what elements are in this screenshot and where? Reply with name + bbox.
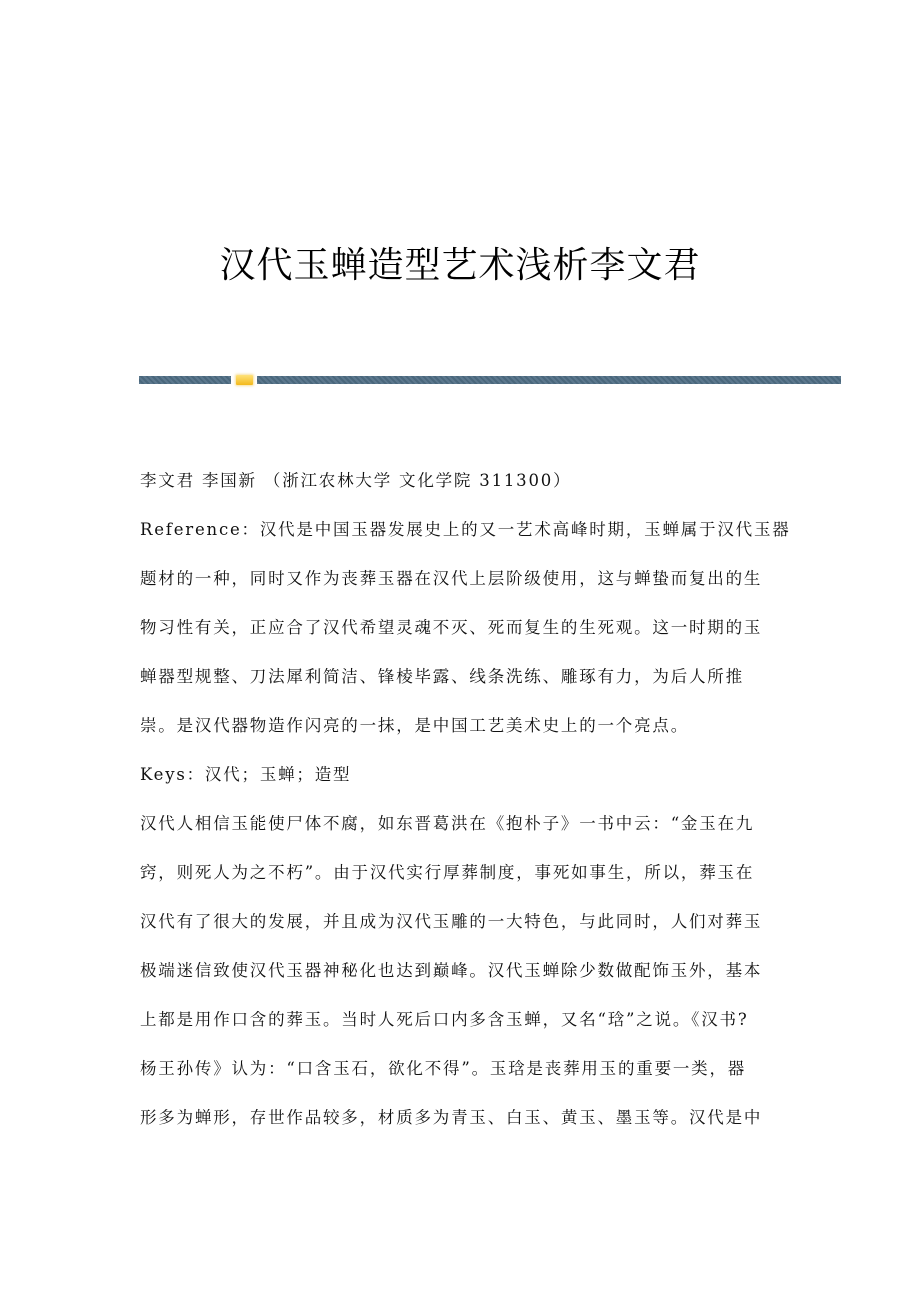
divider-bar-right [257,376,841,384]
document-title: 汉代玉蝉造型艺术浅析李文君 [219,245,701,287]
author-affiliation: 李文君 李国新 （浙江农林大学 文化学院 311300） [140,471,572,490]
abstract [140,515,791,760]
body-paragraph [140,809,785,1152]
abstract-line: 蝉器型规整、刀法犀利简洁、锋棱毕露、线条洗练、雕琢有力，为后人所推 [140,667,744,686]
body-line: 形多为蝉形，存世作品较多，材质多为青玉、白玉、黄玉、墨玉等。汉代是中 [140,1108,763,1127]
abstract-line: 题材的一种，同时又作为丧葬玉器在汉代上层阶级使用，这与蝉蛰而复出的生 [140,569,763,588]
body-line: 杨王孙传》认为：“口含玉石，欲化不得”。玉琀是丧葬用玉的重要一类，器 [140,1059,747,1078]
body-line: 极端迷信致使汉代玉器神秘化也达到巅峰。汉代玉蝉除少数做配饰玉外，基本 [140,961,763,980]
body-line: 汉代人相信玉能使尸体不腐，如东晋葛洪在《抱朴子》一书中云：“金玉在九 [140,814,755,833]
divider-bar-left [139,376,231,384]
keywords: Keys：汉代；玉蝉；造型 [140,765,352,784]
abstract-line: 物习性有关，正应合了汉代希望灵魂不灭、死而复生的生死观。这一时期的玉 [140,618,763,637]
title-divider [139,375,841,385]
divider-ornament-icon [236,375,253,385]
body-line: 窍，则死人为之不朽”。由于汉代实行厚葬制度，事死如事生，所以，葬玉在 [140,863,755,882]
body-line: 上都是用作口含的葬玉。当时人死后口内多含玉蝉，又名“琀”之说。《汉书? [140,1010,749,1029]
body-line: 汉代有了很大的发展，并且成为汉代玉雕的一大特色，与此同时，人们对葬玉 [140,912,763,931]
document-body [140,466,791,1152]
abstract-line: Reference：汉代是中国玉器发展史上的又一艺术高峰时期，玉蝉属于汉代玉器 [140,520,791,539]
abstract-line: 崇。是汉代器物造作闪亮的一抹，是中国工艺美术史上的一个亮点。 [140,716,689,735]
